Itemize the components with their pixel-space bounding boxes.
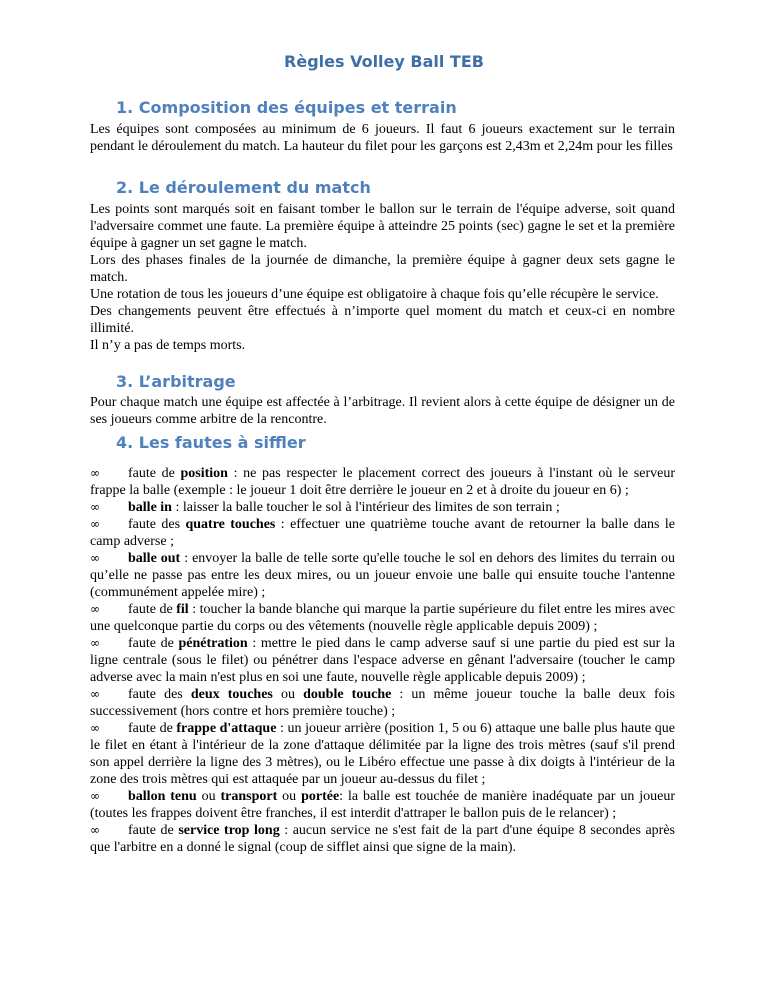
- list-item: ∞ balle out : envoyer la balle de telle sorte qu'elle touche le sol en dehors des limites du terrain ou qu’elle ne passe pas entre les deux mires, ou un joueur envoie une balle qui ensuite touche l'antenne (communément appelée mire) ;: [90, 551, 675, 600]
- bullet-icon: ∞: [90, 517, 100, 531]
- faults-list: [90, 465, 675, 856]
- list-item: ∞ faute de frappe d'attaque : un joueur arrière (position 1, 5 ou 6) attaque une balle plus haute que le filet en étant à l'intérieur de la zone d'attaque délimitée par la ligne des trois mètres (sauf s'il prend son appel derrière la ligne des 3 mètres), ou le Libéro effectue une passe à dix doigts à l'intérieur de la zone des trois mètres qui est attaquée par un joueur au-dessus du filet ;: [90, 721, 676, 787]
- bullet-icon: ∞: [90, 823, 100, 837]
- bullet-icon: ∞: [90, 789, 100, 803]
- bullet-icon: ∞: [90, 636, 100, 650]
- bullet-icon: ∞: [90, 500, 100, 514]
- paragraph: Les équipes sont composées au minimum de 6 joueurs. Il faut 6 joueurs exactement sur le terrain pendant le déroulement du match. La hauteur du filet pour les garçons est 2,43m et 2,24m pour les filles: [90, 122, 675, 154]
- list-item: ∞ faute des quatre touches : effectuer une quatrième touche avant de retourner la balle dans le camp adverse ;: [90, 517, 675, 549]
- list-item: ∞ faute de position : ne pas respecter le placement correct des joueurs à l'instant où le serveur frappe la balle (exemple : le joueur 1 doit être derrière le joueur en 2 et à droite du joueur en 6) ;: [90, 466, 675, 498]
- bullet-icon: ∞: [90, 687, 100, 701]
- paragraph: Il n’y a pas de temps morts.: [90, 338, 246, 353]
- section-heading-composition: 1. Composition des équipes et terrain: [116, 98, 457, 117]
- document-title: Règles Volley Ball TEB: [284, 52, 484, 71]
- section-body-deroulement: [90, 201, 675, 354]
- paragraph: Une rotation de tous les joueurs d’une équipe est obligatoire à chaque fois qu’elle récupère le service.: [90, 287, 659, 302]
- bullet-icon: ∞: [90, 602, 100, 616]
- list-item: ∞ faute de pénétration : mettre le pied dans le camp adverse sauf si une partie du pied est sur la ligne centrale (sous le filet) ou pénétrer dans l'espace adverse en gênant l'adversaire (toucher le camp adverse avec la main n'est plus en soi une faute, nouvelle règle applicable depuis 2009) ;: [90, 636, 675, 685]
- list-item: ∞ ballon tenu ou transport ou portée: la balle est touchée de manière inadéquate par un joueur (toutes les frappes doivent être franches, il est interdit d'attraper le ballon puis de le relancer) ;: [90, 789, 675, 821]
- list-item: ∞ faute des deux touches ou double touche : un même joueur touche la balle deux fois successivement (hors contre et hors première touche) ;: [90, 687, 675, 719]
- section-body-arbitrage: [90, 394, 675, 428]
- section-heading-arbitrage: 3. L’arbitrage: [116, 372, 236, 391]
- paragraph: Les points sont marqués soit en faisant tomber le ballon sur le terrain de l'équipe adverse, soit quand l'adversaire commet une faute. La première équipe à atteindre 25 points (sec) gagne le set et la première équipe à gagner un set gagne le match.: [90, 202, 675, 251]
- section-body-composition: [90, 121, 675, 155]
- bullet-icon: ∞: [90, 466, 100, 480]
- list-item: ∞ faute de service trop long : aucun service ne s'est fait de la part d'une équipe 8 secondes après que l'arbitre en a donné le signal (coup de sifflet ainsi que signe de la main).: [90, 823, 675, 855]
- paragraph: Pour chaque match une équipe est affectée à l’arbitrage. Il revient alors à cette équipe de désigner un de ses joueurs comme arbitre de la rencontre.: [90, 395, 675, 427]
- section-heading-deroulement: 2. Le déroulement du match: [116, 178, 371, 197]
- list-item: ∞ faute de fil : toucher la bande blanche qui marque la partie supérieure du filet entre les mires avec une quelconque partie du corps ou des vêtements (nouvelle règle applicable depuis 2009) ;: [90, 602, 675, 634]
- bullet-icon: ∞: [90, 551, 100, 565]
- paragraph: Des changements peuvent être effectués à n’importe quel moment du match et ceux-ci en nombre illimité.: [90, 304, 675, 336]
- bullet-icon: ∞: [90, 721, 100, 735]
- paragraph: Lors des phases finales de la journée de dimanche, la première équipe à gagner deux sets gagne le match.: [90, 253, 675, 285]
- section-heading-fautes: 4. Les fautes à siffler: [116, 433, 306, 452]
- list-item: ∞ balle in : laisser la balle toucher le sol à l'intérieur des limites de son terrain ;: [90, 500, 560, 515]
